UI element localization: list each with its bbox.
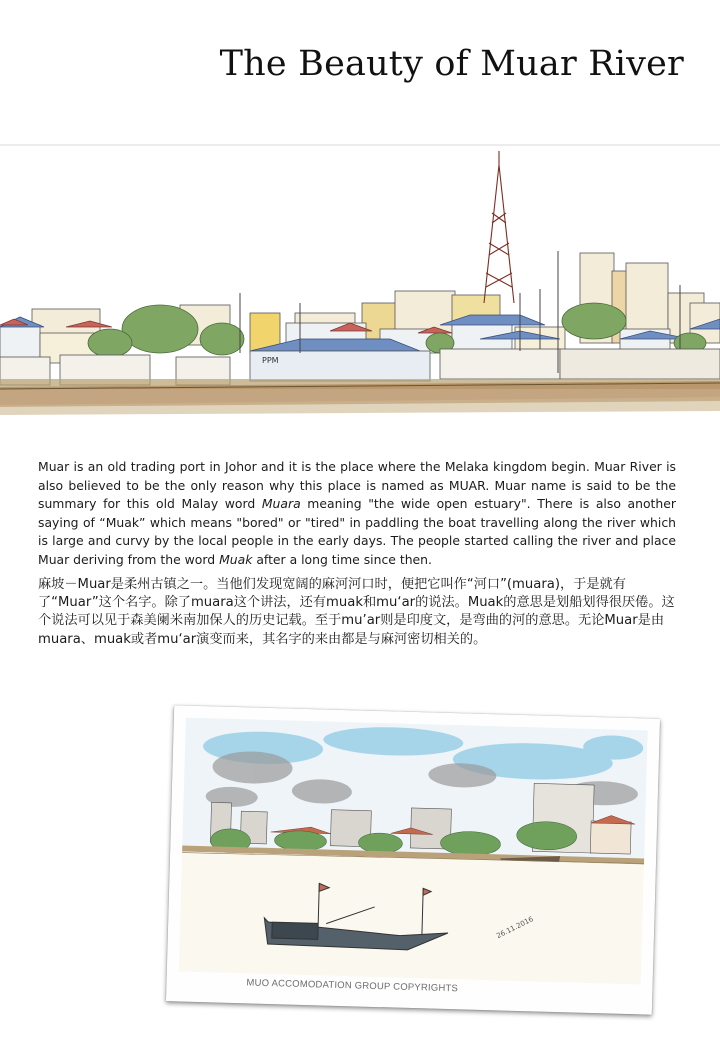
muara-word: Muara (261, 496, 301, 511)
river-postcard (166, 705, 660, 1014)
english-description (38, 458, 676, 569)
ppm-sign: PPM (262, 356, 279, 365)
english-text-part-2: meaning "the wide open estuary". There is also another saying of “Muak” which means "bored" or "tired" in paddling the boat travelling along the river which is large and curvy by the local people in the early days. The people started calling the river and place Muar deriving from the word (38, 496, 676, 567)
copyright-notice: MUO ACCOMODATION GROUP COPYRIGHTS (246, 977, 459, 995)
river-skyline-sketch (0, 143, 720, 418)
page-title: The Beauty of Muar River (219, 44, 684, 84)
artist-signature: 26.11.2016 (495, 915, 535, 941)
english-text-part-3: after a long time since then. (252, 551, 432, 567)
english-text-part-1: Muar is an old trading port in Johor and it is the place where the Melaka kingdom begin. Muar River is also believed to be the only reason why this place is named as MUAR. Muar name is said to be the summary for this old Malay word (38, 459, 676, 511)
river-watercolor-sketch (166, 705, 660, 1014)
chinese-description: 麻坡－Muar是柔州古镇之一。当他们发现宽阔的麻河河口时，便把它叫作“河口”(muara)，于是就有了“Muar”这个名字。除了muara这个讲法，还有muak和mu‘ar的说法。Muak的意思是划船划得很厌倦。这个说法可以见于森美阑米南加保人的历史记载。至于mu’ar则是印度文，是弯曲的河的意思。无论Muar是由muara、muak或者mu‘ar演变而来，其名字的来由都是与麻河密切相关的。 (38, 577, 675, 647)
muak-word: Muak (219, 551, 253, 567)
